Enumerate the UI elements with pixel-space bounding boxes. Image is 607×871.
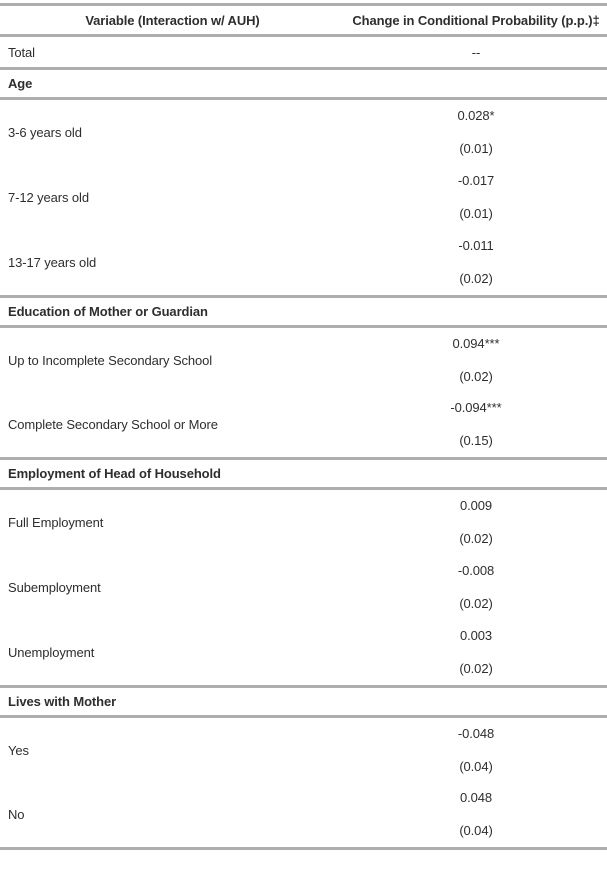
standard-error-value: (0.02) (459, 530, 493, 546)
value-cell (345, 489, 607, 555)
standard-error-value: (0.02) (459, 661, 493, 677)
value-cell (345, 231, 607, 297)
variable-label: 7-12 years old (8, 190, 89, 205)
table-row (0, 99, 607, 165)
section-header-row (0, 69, 607, 99)
variable-label: Yes (8, 742, 29, 758)
value-cell (345, 621, 607, 687)
estimate-value: 0.048 (459, 790, 493, 806)
table-row (0, 783, 607, 849)
estimate-value: 0.028* (457, 107, 495, 123)
standard-error-value: (0.01) (459, 206, 493, 221)
variable-label: Full Employment (8, 514, 104, 530)
standard-error-value: (0.15) (459, 433, 493, 449)
variable-label: Total (8, 44, 35, 60)
estimate-value: -0.011 (458, 238, 494, 254)
estimate-value: 0.094*** (452, 335, 500, 351)
variable-label: Subemployment (8, 580, 101, 595)
section-label: Education of Mother or Guardian (8, 304, 208, 319)
section-label: Employment of Head of Household (8, 466, 221, 481)
estimate-value: -0.048 (457, 725, 495, 741)
estimate-value: -0.017 (457, 173, 495, 188)
standard-error-value: (0.02) (459, 596, 493, 611)
value-cell (345, 783, 607, 849)
standard-error-value: (0.02) (459, 368, 493, 384)
column-header-change-probability: Change in Conditional Probability (p.p.)‡ (352, 12, 600, 28)
value-cell (345, 36, 607, 69)
table-row (0, 393, 607, 459)
value-cell (345, 393, 607, 459)
table-row (0, 555, 607, 621)
results-table (0, 3, 607, 850)
estimate-value: -- (471, 44, 481, 60)
section-header-row (0, 297, 607, 327)
variable-label: 13-17 years old (8, 255, 97, 271)
section-header-row (0, 459, 607, 489)
column-header-variable: Variable (Interaction w/ AUH) (85, 12, 260, 28)
estimate-value: -0.094*** (450, 400, 502, 416)
value-cell (345, 717, 607, 783)
table-row (0, 36, 607, 69)
variable-label: Complete Secondary School or More (8, 417, 218, 433)
table-row (0, 621, 607, 687)
table-row (0, 327, 607, 393)
header-row (0, 5, 607, 36)
estimate-value: 0.009 (459, 497, 493, 513)
standard-error-value: (0.04) (459, 758, 493, 774)
variable-label: Unemployment (8, 645, 95, 661)
value-cell (345, 99, 607, 165)
table-header (0, 5, 607, 36)
standard-error-value: (0.02) (459, 271, 493, 287)
variable-label: Up to Incomplete Secondary School (8, 352, 213, 368)
variable-label: No (8, 807, 25, 823)
table-row (0, 489, 607, 555)
table-row (0, 717, 607, 783)
value-cell (345, 165, 607, 231)
standard-error-value: (0.01) (459, 140, 493, 156)
estimate-value: 0.003 (459, 628, 493, 644)
value-cell (345, 327, 607, 393)
value-cell (345, 555, 607, 621)
variable-label: 3-6 years old (8, 124, 82, 140)
standard-error-value: (0.04) (459, 823, 493, 839)
section-label: Lives with Mother (8, 694, 117, 709)
table-row (0, 231, 607, 297)
table-body (0, 36, 607, 849)
section-label: Age (8, 76, 33, 91)
table-row (0, 165, 607, 231)
section-header-row (0, 687, 607, 717)
estimate-value: -0.008 (457, 563, 495, 578)
